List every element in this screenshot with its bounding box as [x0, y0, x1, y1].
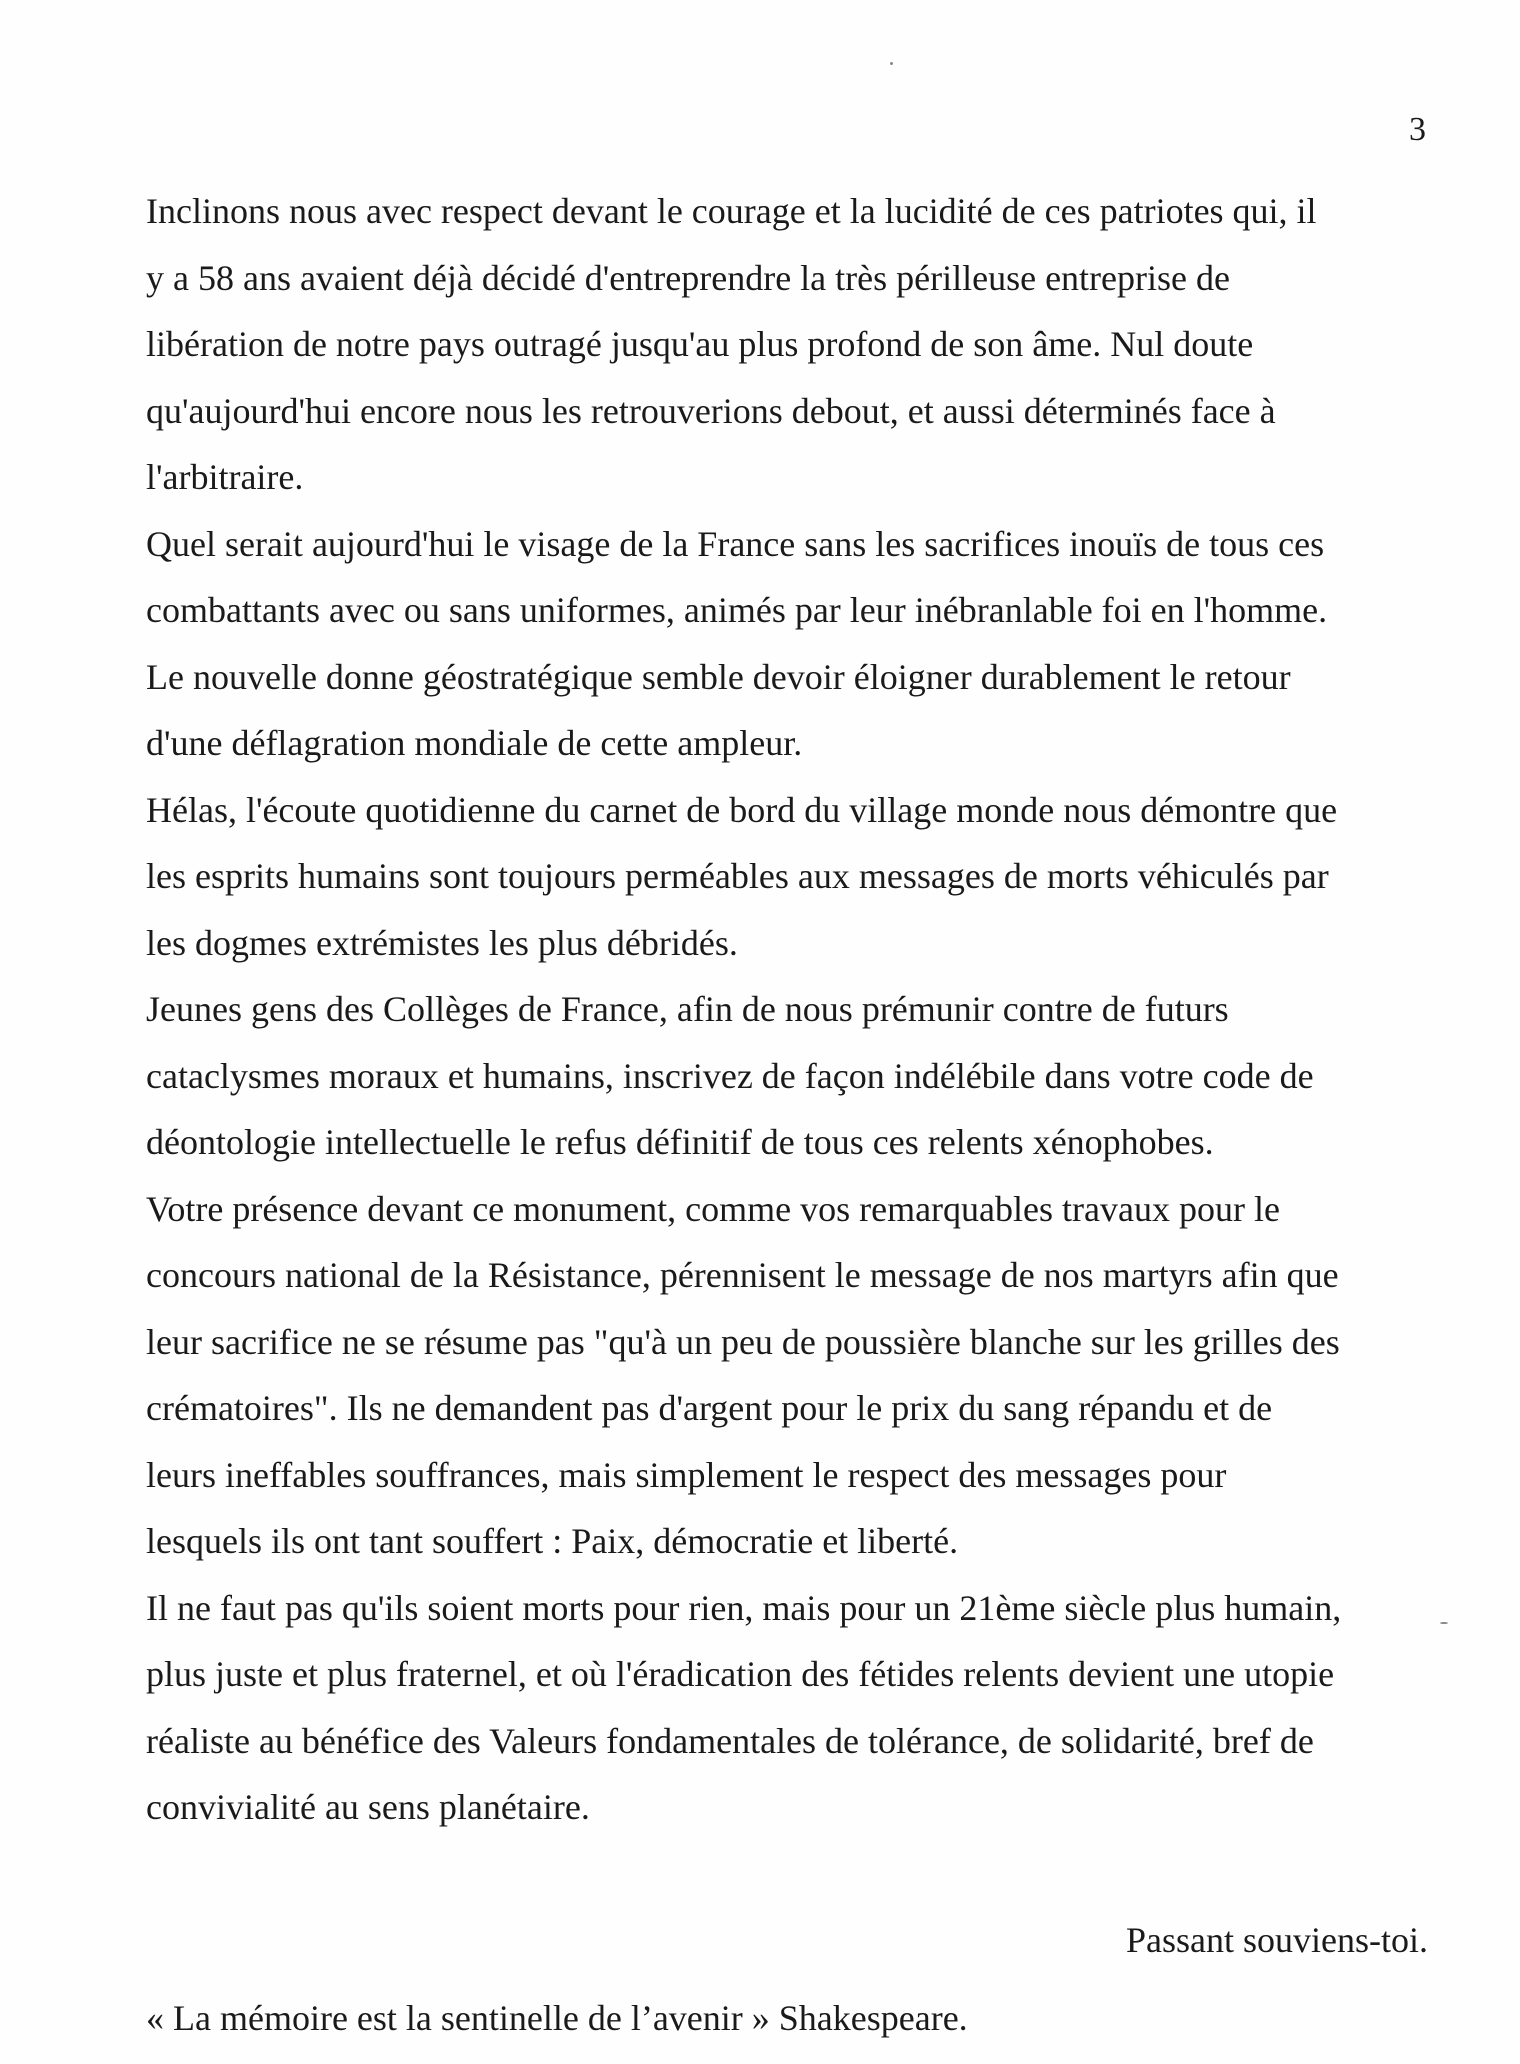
scan-speck — [1440, 1622, 1448, 1624]
scan-speck — [890, 62, 893, 65]
signoff: Passant souviens-toi. — [1126, 1920, 1428, 1960]
paragraph-6: Votre présence devant ce monument, comme vos remarquables travaux pour le concours national de la Résistance, pérennisent le message de nos martyrs afin que leur sacrifice ne se résume pas "qu'à un peu de poussière blanche sur les grilles des crématoires". Ils ne demandent pas d'argent pour le prix du sang répandu et de leurs ineffables souffrances, mais simplement le respect des messages pour lesquels ils ont tant souffert : Paix, démocratie et liberté. — [146, 1188, 1340, 1561]
paragraph-1: Inclinons nous avec respect devant le courage et la lucidité de ces patriotes qui, il y a 58 ans avaient déjà décidé d'entreprendre la très périlleuse entreprise de libération de notre pays outragé jusqu'au plus profond de son âme. Nul doute qu'aujourd'hui encore nous les retrouverions debout, et aussi déterminés face à l'arbitraire. — [146, 191, 1317, 497]
paragraph-7: Il ne faut pas qu'ils soient morts pour rien, mais pour un 21ème siècle plus humain, plus juste et plus fraternel, et où l'éradication des fétides relents devient une utopie réaliste au bénéfice des Valeurs fondamentales de tolérance, de solidarité, bref de convivialité au sens planétaire. — [146, 1587, 1342, 1827]
paragraph-2: Quel serait aujourd'hui le visage de la France sans les sacrifices inouïs de tous ces combattants avec ou sans uniformes, animés par leur inébranlable foi en l'homme. — [146, 523, 1328, 630]
paragraph-3: Le nouvelle donne géostratégique semble devoir éloigner durablement le retour d'une déflagration mondiale de cette ampleur. — [146, 656, 1291, 763]
paragraph-5: Jeunes gens des Collèges de France, afin de nous prémunir contre de futurs cataclysmes moraux et humains, inscrivez de façon indélébile dans votre code de déontologie intellectuelle le refus définitif de tous ces relents xénophobes. — [146, 989, 1314, 1162]
page-number: 3 — [1409, 111, 1426, 148]
closing-quote: « La mémoire est la sentinelle de l’avenir » Shakespeare. — [146, 1998, 968, 2038]
paragraph-4: Hélas, l'écoute quotidienne du carnet de bord du village monde nous démontre que les esprits humains sont toujours perméables aux messages de morts véhiculés par les dogmes extrémistes les plus débridés. — [146, 789, 1338, 963]
body-text — [146, 178, 1446, 1841]
